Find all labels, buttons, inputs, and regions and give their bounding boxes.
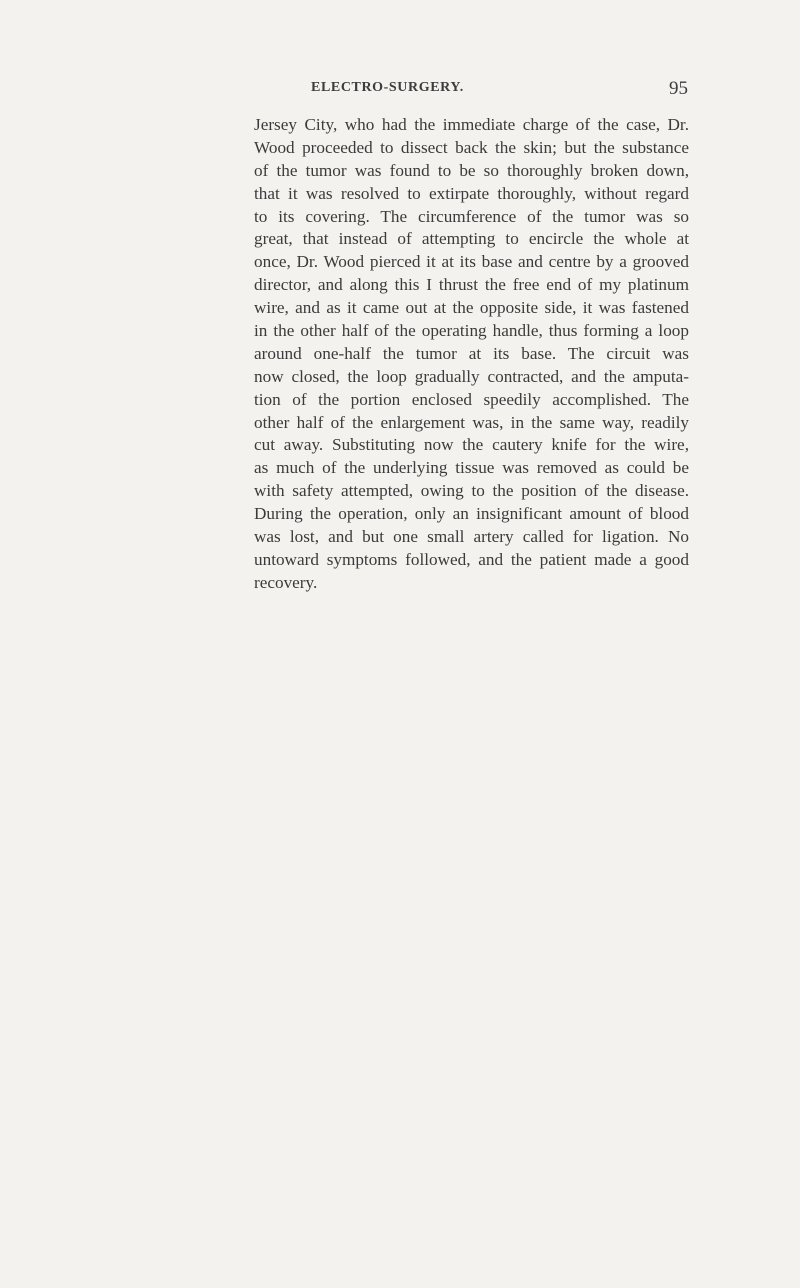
body-paragraph [254, 114, 689, 595]
text-line: wire, and as it came out at the opposite side, it was fastened [254, 298, 689, 318]
text-line: of the tumor was found to be so thoroughly broken down, [254, 160, 689, 180]
text-line: in the other half of the operating handle, thus forming a loop [254, 321, 689, 341]
text-line: cut away. Substituting now the cautery knife for the wire, [254, 435, 689, 455]
header-title: ELECTRO-SURGERY. [311, 80, 464, 95]
text-line: as much of the underlying tissue was removed as could be [254, 458, 689, 478]
text-line: director, and along this I thrust the free end of my platinum [254, 275, 689, 295]
text-line: to its covering. The circumference of the tumor was so [254, 206, 689, 226]
text-line: around one-half the tumor at its base. The circuit was [254, 343, 689, 363]
text-line: tion of the portion enclosed speedily accomplished. The [254, 389, 689, 409]
text-line: other half of the enlargement was, in the same way, readily [254, 412, 689, 432]
text-line: once, Dr. Wood pierced it at its base and centre by a grooved [254, 252, 689, 272]
text-line-last: recovery. [254, 572, 318, 592]
running-header [258, 80, 688, 104]
text-line: Wood proceeded to dissect back the skin; but the substance [254, 137, 689, 157]
text-line: Jersey City, who had the immediate charge of the case, Dr. [254, 115, 689, 134]
text-line: untoward symptoms followed, and the patient made a good [254, 549, 689, 569]
text-line: During the operation, only an insignificant amount of blood [254, 504, 689, 524]
text-line: great, that instead of attempting to encircle the whole at [254, 229, 689, 249]
text-line: was lost, and but one small artery called for ligation. No [254, 527, 689, 547]
text-line: now closed, the loop gradually contracted, and the amputa- [254, 366, 689, 386]
page-number: 95 [669, 78, 688, 99]
text-line: that it was resolved to extirpate thoroughly, without regard [254, 183, 689, 203]
text-line: with safety attempted, owing to the position of the disease. [254, 481, 689, 501]
